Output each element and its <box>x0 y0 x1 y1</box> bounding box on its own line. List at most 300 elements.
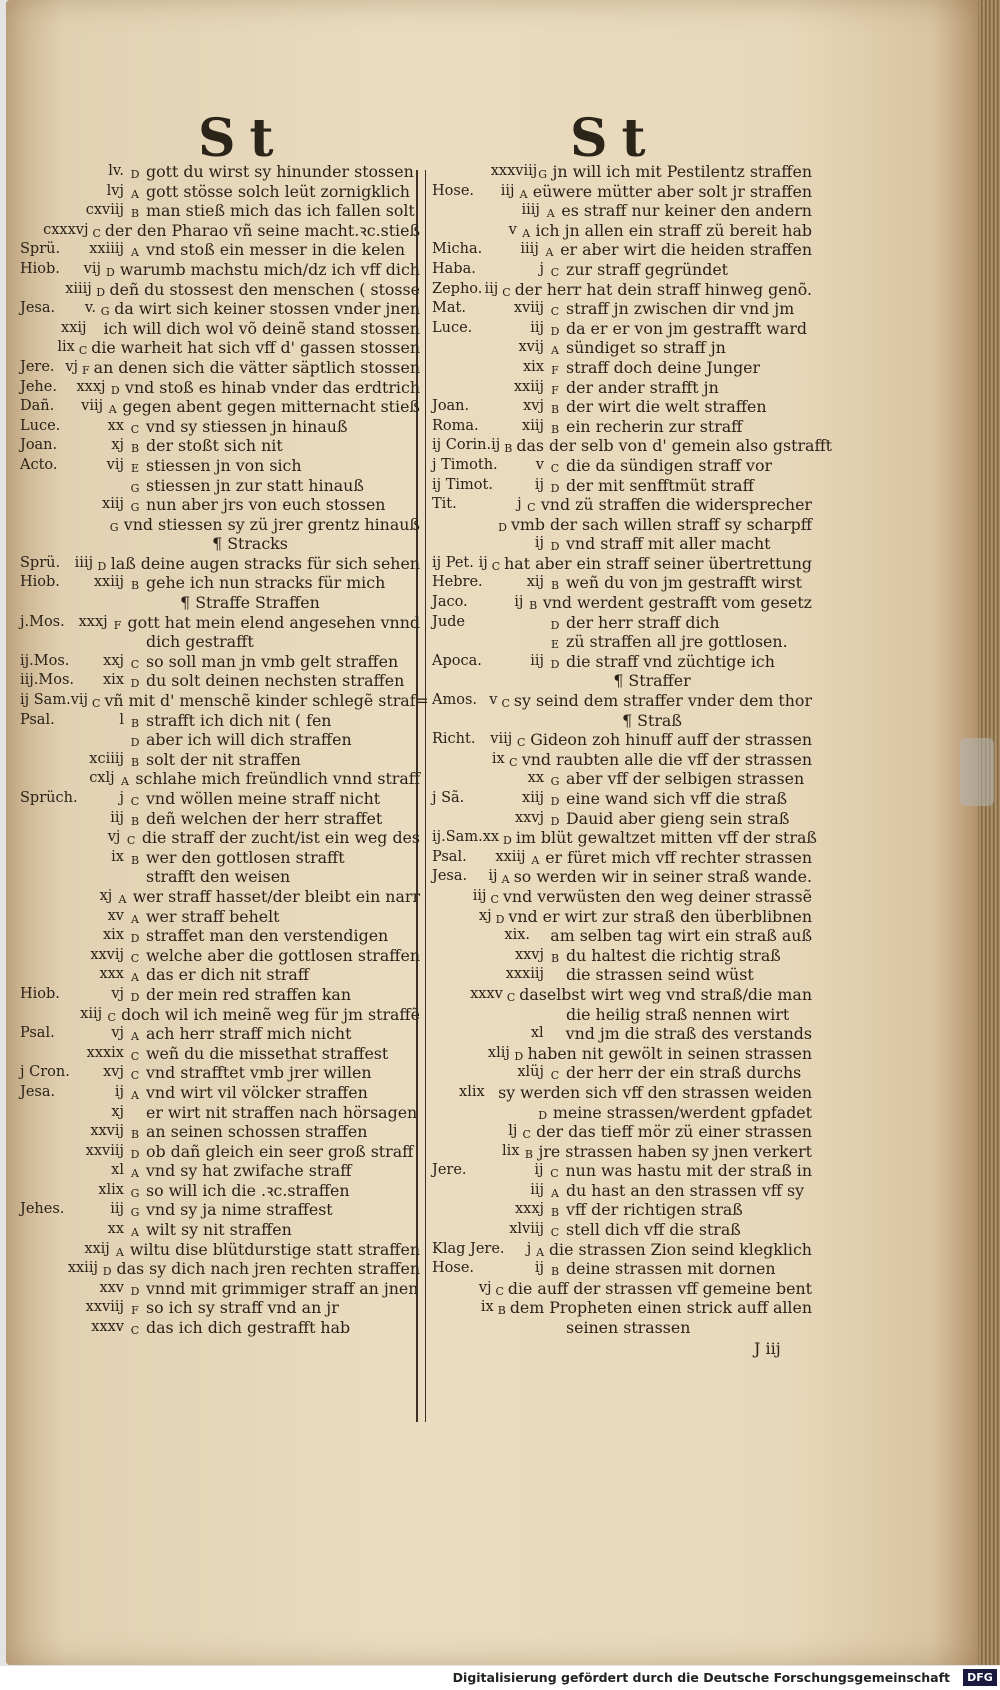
entry-text: vnd stiessen sy zü jrer grentz hinauß <box>123 514 420 534</box>
entry-text: gegen abent gegen mitternacht stieß <box>122 397 420 417</box>
chapter-number: xj <box>478 907 492 924</box>
entry-text: so will ich die .ꝛc.straffen <box>146 1180 350 1200</box>
section-letter: C <box>550 305 560 319</box>
entry-text: die strassen seind wüst <box>566 965 754 985</box>
index-entry <box>432 1318 812 1338</box>
index-entry <box>20 965 420 985</box>
chapter-number: xxvj <box>514 809 544 826</box>
index-entry <box>20 495 420 515</box>
book-reference <box>432 1122 485 1142</box>
book-reference: Jude <box>432 613 466 630</box>
book-reference: Psal. <box>432 848 467 865</box>
entry-text: er wirt nit straffen nach hörsagen <box>146 1102 418 1122</box>
entry-text: straffet man den verstendigen <box>146 926 389 946</box>
section-letter: G <box>130 1186 140 1200</box>
book-reference <box>432 809 502 829</box>
entry-text: seinen strassen <box>566 1318 691 1338</box>
index-entry <box>20 769 420 789</box>
section-letter: A <box>118 892 127 906</box>
chapter-number: xxiij <box>93 574 124 591</box>
entry-text: schlahe mich freündlich vnnd straff <box>135 769 420 789</box>
chapter-number: xxxj <box>514 1201 544 1218</box>
entry-text: das der selb von d' gemein also gstrafft <box>516 436 833 456</box>
book-reference <box>432 946 502 966</box>
index-entry <box>432 1142 812 1162</box>
chapter-number <box>76 730 128 750</box>
entry-text: wer straff behelt <box>146 906 280 926</box>
book-reference <box>20 965 76 985</box>
index-entry <box>432 750 812 770</box>
chapter-number: cxviij <box>85 202 124 219</box>
chapter-number: xiij <box>80 1005 103 1022</box>
index-entry <box>20 1318 420 1338</box>
book-reference <box>20 809 76 829</box>
entry-text: der mit senfftmüt straff <box>566 475 754 495</box>
book-reference: ij Pet. <box>432 554 474 571</box>
index-entry <box>432 1103 812 1123</box>
chapter-number: lix <box>57 339 75 356</box>
book-reference <box>20 338 50 358</box>
entry-text: er füret mich vff rechter strassen <box>545 847 812 867</box>
section-letter: B <box>130 814 140 828</box>
book-reference <box>432 358 502 378</box>
entry-text: der mein red straffen kan <box>146 984 351 1004</box>
page-heading-right: St <box>570 108 660 169</box>
chapter-number: xxxv <box>470 985 503 1002</box>
entry-text: ich will dich wol võ deinẽ stand stossen <box>103 318 420 338</box>
chapter-number: xix. <box>504 927 531 944</box>
section-heading-text: ¶ Straffer <box>613 671 691 691</box>
entry-text: vnd stoß ein messer in die kelen <box>146 240 406 260</box>
chapter-number <box>502 632 548 652</box>
section-letter: C <box>527 501 536 515</box>
book-reference <box>20 632 76 652</box>
chapter-number: xxx <box>99 966 124 983</box>
chapter-number: xvij <box>518 339 544 356</box>
book-reference <box>432 907 469 927</box>
book-reference: Dañ. <box>20 398 55 415</box>
section-letter: D <box>130 932 140 946</box>
entry-text: das sy dich nach jren rechten straffen <box>116 1259 420 1279</box>
chapter-number: xj <box>111 1103 124 1120</box>
chapter-number: vij <box>106 456 124 473</box>
entry-text: die straff vnd züchtige ich <box>566 651 775 671</box>
entry-text: deine strassen mit dornen <box>566 1259 776 1279</box>
entry-text: stell dich vff die straß <box>566 1220 741 1240</box>
section-letter: A <box>131 912 139 926</box>
section-letter: G <box>550 775 560 789</box>
section-letter: A <box>545 246 554 260</box>
section-letter: B <box>130 579 140 593</box>
index-entry <box>20 652 420 672</box>
entry-text: der herr der ein straß durchs <box>566 1063 802 1083</box>
entry-text: laß deine augen stracks für sich sehen <box>110 553 420 573</box>
index-entry <box>432 1200 812 1220</box>
entry-text: vmb der sach willen straff sy scharpff <box>510 514 812 534</box>
chapter-number: xiiij <box>65 280 92 297</box>
book-reference: ij Sam. <box>20 692 71 709</box>
book-reference <box>432 1298 471 1318</box>
chapter-number: j <box>517 496 522 513</box>
entry-text: im blüt gewaltzet mitten vff der straß <box>515 828 817 848</box>
section-letter: F <box>113 618 122 632</box>
book-reference <box>20 730 76 750</box>
chapter-number: xxviij <box>85 1299 124 1316</box>
entry-text: vnd sy stiessen jn hinauß <box>146 416 348 436</box>
section-letter: B <box>550 422 560 436</box>
book-reference <box>432 985 470 1005</box>
section-letter: B <box>524 1147 534 1161</box>
chapter-number: xxvij <box>90 946 124 963</box>
chapter-number: lvj <box>106 182 124 199</box>
chapter-number: v <box>535 456 544 473</box>
section-letter: G <box>538 168 548 181</box>
entry-text: das er dich nit straff <box>146 965 310 985</box>
entry-text: stiessen jn zur statt hinauß <box>146 475 364 495</box>
book-reference: Jesa. <box>432 868 468 885</box>
entry-text: ich jn allen ein straff zü bereit hab <box>535 220 812 240</box>
chapter-number: ij <box>491 437 501 454</box>
page-heading-left: St <box>198 108 288 169</box>
entry-text: du haltest die richtig straß <box>566 945 781 965</box>
index-entry <box>432 613 812 633</box>
entry-text: vnnd mit grimmiger straff an jnen <box>146 1278 419 1298</box>
entry-text: vnd werdent gestrafft vom gesetz <box>542 593 812 613</box>
index-entry <box>432 456 812 476</box>
index-entry <box>20 417 420 437</box>
index-entry <box>20 221 420 241</box>
chapter-number: xciiij <box>89 750 124 767</box>
entry-text: am selben tag wirt ein straß auß <box>550 926 812 946</box>
book-reference <box>432 1200 502 1220</box>
book-reference <box>20 495 76 515</box>
book-reference <box>20 1318 76 1338</box>
chapter-number: xxiij <box>495 848 526 865</box>
index-entry <box>432 534 812 554</box>
book-reference: Roma. <box>432 417 479 434</box>
index-entry <box>432 769 812 789</box>
section-letter: C <box>550 1167 559 1181</box>
section-letter: C <box>550 1226 560 1240</box>
chapter-number: xxxj <box>78 613 108 630</box>
section-letter: A <box>551 344 559 358</box>
entry-text: strafft ich dich nit ( fen <box>146 710 332 730</box>
book-reference <box>432 1005 502 1025</box>
book-reference <box>20 1103 76 1123</box>
index-entry <box>20 1024 420 1044</box>
entry-text: jn will ich mit Pestilentz straffen <box>552 162 812 181</box>
section-letter: D <box>498 520 507 534</box>
section-letter: B <box>550 403 560 417</box>
chapter-number: xxv <box>99 1279 124 1296</box>
chapter-number: cxlj <box>89 770 115 787</box>
chapter-number: vj <box>478 1279 492 1296</box>
section-letter: D <box>130 736 140 750</box>
dfg-logo: DFG <box>963 1669 997 1686</box>
chapter-number: xiij <box>522 790 544 806</box>
chapter-number: lix <box>502 1142 520 1159</box>
chapter-number: xvj <box>523 398 544 415</box>
index-entry <box>432 1122 812 1142</box>
section-letter: B <box>130 442 140 456</box>
entry-text: sy werden sich vff den strassen weiden <box>498 1082 812 1102</box>
section-letter: C <box>491 559 501 573</box>
book-reference: Jehes. <box>20 1201 65 1218</box>
entry-text: vnd sy hat zwifache straff <box>146 1161 352 1181</box>
chapter-number: vj <box>107 829 121 846</box>
index-entry <box>20 1259 420 1279</box>
index-entry <box>20 1063 420 1083</box>
section-letter <box>548 1318 562 1338</box>
section-letter: A <box>108 403 117 417</box>
entry-text: dich gestrafft <box>146 632 254 652</box>
book-reference <box>20 182 76 202</box>
index-entry <box>20 907 420 927</box>
chapter-number: xl <box>111 1162 124 1179</box>
book-reference <box>432 1024 502 1044</box>
index-entry <box>432 338 812 358</box>
book-reference <box>432 1103 495 1123</box>
index-entry <box>432 907 812 927</box>
section-letter <box>534 926 546 946</box>
index-entry <box>20 1181 420 1201</box>
entry-text: gehe ich nun stracks für mich <box>146 573 386 593</box>
entry-text: der stoßt sich nit <box>146 436 283 456</box>
index-entry <box>20 456 420 476</box>
index-entry <box>432 1161 812 1181</box>
section-letter: A <box>519 187 528 201</box>
index-entry <box>432 1181 812 1201</box>
book-reference <box>20 1220 76 1240</box>
index-entry <box>432 201 812 221</box>
index-entry <box>20 1220 420 1240</box>
chapter-number: xj <box>111 437 124 454</box>
entry-text: aber ich will dich straffen <box>146 730 352 750</box>
index-entry <box>432 182 812 202</box>
index-entry <box>20 613 420 633</box>
section-letter: A <box>131 246 139 260</box>
index-entry <box>20 946 420 966</box>
section-letter: C <box>517 736 526 750</box>
section-letter: G <box>109 520 119 534</box>
chapter-number: lv. <box>108 163 124 179</box>
book-reference: Hose. <box>432 1260 475 1277</box>
book-reference: ij.Sam. <box>432 829 483 846</box>
chapter-number: xviij <box>513 300 544 317</box>
book-reference <box>20 1181 76 1201</box>
index-section-heading <box>432 711 812 731</box>
index-entry <box>432 926 812 946</box>
section-letter: C <box>130 657 140 671</box>
section-heading-text: ¶ Straffe Straffen <box>180 593 320 613</box>
chapter-number: ij <box>534 1162 544 1179</box>
section-letter: A <box>121 775 129 789</box>
entry-text: vnd wöllen meine straff nicht <box>146 789 381 808</box>
book-reference: ij Timot. <box>432 476 493 493</box>
chapter-number: v <box>508 221 517 238</box>
book-reference <box>20 926 76 946</box>
book-reference <box>20 221 43 241</box>
chapter-number: xxiij <box>67 1260 98 1277</box>
book-reference <box>20 280 59 300</box>
book-reference: Jehe. <box>20 378 57 395</box>
chapter-number: j <box>539 260 544 277</box>
section-letter: B <box>130 716 140 730</box>
index-entry <box>20 397 420 417</box>
section-letter <box>128 867 142 887</box>
section-letter: D <box>102 1265 112 1279</box>
section-letter: B <box>130 1128 140 1142</box>
index-entry <box>432 1044 812 1064</box>
entry-text: weñ du von jm gestrafft wirst <box>566 573 802 593</box>
book-reference <box>432 1181 502 1201</box>
index-entry <box>20 887 420 907</box>
section-letter: C <box>92 697 101 711</box>
entry-text: stiessen jn von sich <box>146 455 302 475</box>
index-entry <box>432 319 812 339</box>
chapter-number: xlij <box>487 1044 510 1061</box>
chapter-number: lj <box>508 1123 518 1140</box>
book-reference: Acto. <box>20 456 58 473</box>
index-entry <box>20 1083 420 1103</box>
section-letter: B <box>550 1265 560 1279</box>
chapter-number <box>502 1005 548 1025</box>
chapter-number: vij <box>83 260 101 277</box>
entry-text: der herr hat dein straff hinweg genõ. <box>514 279 812 299</box>
chapter-number: xvj <box>103 1064 124 1081</box>
book-reference <box>20 848 76 868</box>
book-reference <box>432 769 502 789</box>
index-entry <box>20 182 420 202</box>
entry-text: dem Propheten einen strick auff allen <box>509 1298 812 1318</box>
chapter-number: ij <box>534 476 544 493</box>
section-letter: D <box>503 834 512 848</box>
book-reference: Hiob. <box>20 574 60 591</box>
book-reference: Psal. <box>20 711 55 728</box>
chapter-number: xx <box>527 770 544 787</box>
index-entry <box>432 1005 812 1025</box>
book-reference: Luce. <box>20 417 61 434</box>
book-reference: Jesa. <box>20 300 56 317</box>
book-reference <box>432 534 502 554</box>
entry-text: der ander strafft jn <box>566 377 719 397</box>
chapter-number: iiij <box>520 241 539 258</box>
entry-text: der herr straff dich <box>566 612 720 632</box>
right-column <box>432 162 833 1338</box>
index-entry <box>20 378 420 398</box>
book-reference <box>20 907 76 927</box>
index-entry <box>20 1298 420 1318</box>
book-reference: Hiob. <box>20 985 60 1002</box>
chapter-number: xl <box>530 1025 544 1042</box>
book-reference <box>432 221 485 241</box>
chapter-number: iij <box>530 1181 544 1198</box>
index-section-heading <box>20 534 420 554</box>
book-reference <box>20 1259 62 1279</box>
book-reference <box>432 750 477 770</box>
book-reference: Sprü. <box>20 241 61 258</box>
section-letter: C <box>130 951 140 965</box>
entry-text: vnd raubten alle die vff der strassen <box>521 749 812 769</box>
index-entry <box>432 789 812 809</box>
entry-text: die strassen Zion seind klegklich <box>548 1239 812 1259</box>
chapter-number: j <box>119 790 124 806</box>
book-reference <box>20 1298 76 1318</box>
section-letter: G <box>130 501 140 515</box>
book-reference: Micha. <box>432 241 483 258</box>
index-entry <box>432 299 812 319</box>
index-entry <box>432 1240 812 1260</box>
index-entry <box>432 162 812 182</box>
chapter-number: xxxix <box>86 1044 124 1061</box>
index-entry <box>20 1161 420 1181</box>
entry-text: eine wand sich vff die straß <box>566 789 788 808</box>
index-entry <box>432 730 812 750</box>
entry-text: strafft den weisen <box>146 867 291 887</box>
section-letter: A <box>115 1245 124 1259</box>
chapter-number: xx <box>107 417 124 434</box>
book-reference <box>20 769 71 789</box>
index-entry <box>20 985 420 1005</box>
section-letter: D <box>550 324 560 338</box>
section-letter: C <box>509 755 518 769</box>
index-entry <box>20 554 420 574</box>
index-entry <box>432 946 812 966</box>
book-reference <box>432 1083 459 1103</box>
entry-text: weñ du die missethat straffest <box>146 1043 389 1063</box>
book-reference: Psal. <box>20 1025 55 1042</box>
section-letter: D <box>97 559 107 573</box>
book-reference <box>20 1122 76 1142</box>
page-tab-marker <box>960 738 994 806</box>
entry-text: die heilig straß nennen wirt <box>566 1004 790 1024</box>
index-entry <box>432 867 812 887</box>
book-reference <box>432 887 466 907</box>
section-letter: C <box>490 892 499 906</box>
section-letter: C <box>522 1128 531 1142</box>
entry-text: vnd wirt vil völcker straffen <box>146 1082 368 1102</box>
index-entry <box>432 1298 812 1318</box>
chapter-number: xx <box>482 829 500 846</box>
book-reference: Tit. <box>432 496 457 513</box>
section-letter: E <box>550 638 560 652</box>
entry-text: welche aber die gottlosen straffen <box>146 945 421 965</box>
book-reference <box>20 1161 76 1181</box>
entry-text: warumb machstu mich/dz ich vff dich <box>119 259 420 279</box>
section-letter: A <box>522 226 531 240</box>
section-heading-text: ¶ Straß <box>622 710 682 730</box>
index-entry <box>432 1220 812 1240</box>
book-reference <box>20 162 76 182</box>
entry-text: vnd verwüsten den weg deiner strassẽ <box>502 886 812 906</box>
section-letter: D <box>96 285 106 299</box>
chapter-number: xlix <box>459 1083 485 1100</box>
index-entry <box>20 240 420 260</box>
chapter-number <box>76 632 128 652</box>
entry-text: die da sündigen straff vor <box>566 455 773 475</box>
book-reference <box>20 1142 76 1162</box>
index-entry <box>432 260 812 280</box>
index-entry <box>432 417 812 437</box>
book-reference: Hiob. <box>20 260 60 277</box>
book-reference: ij Corin. <box>432 437 492 454</box>
book-reference: j Cron. <box>20 1064 70 1081</box>
section-letter: C <box>506 990 516 1004</box>
index-entry <box>432 378 812 398</box>
chapter-number: xxxiij <box>505 966 544 983</box>
index-entry <box>432 887 812 907</box>
chapter-number: vj <box>111 985 124 1002</box>
